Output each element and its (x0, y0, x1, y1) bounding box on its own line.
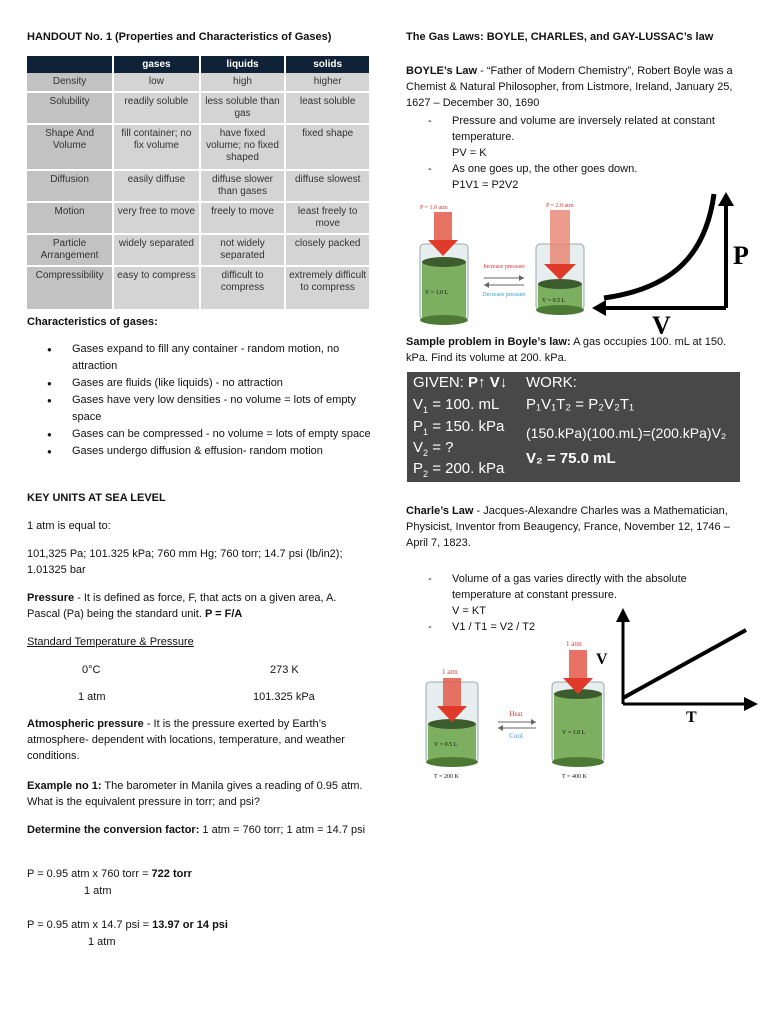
heat-label: Heat (509, 710, 523, 718)
table-cell: fixed shape (285, 124, 370, 170)
given-work-box (407, 372, 740, 482)
characteristics-title: Characteristics of gases: (27, 316, 158, 328)
units-line: 101,325 Pa; 101.325 kPa; 760 mm Hg; 760 torr; 14.7 psi (lb/in2); 1.01325 bar (27, 548, 343, 576)
cool-label: Cool (509, 732, 523, 740)
table-row (27, 266, 370, 310)
boyle-p1-label: P = 1.0 atm (420, 205, 448, 211)
table-cell: extremely difficult to compress (285, 266, 370, 310)
table-header: solids (285, 56, 370, 73)
table-cell: have fixed volume; no fixed shaped (200, 124, 286, 170)
table-header: gases (113, 56, 200, 73)
table-cell: fill container; no fix volume (113, 124, 200, 170)
table-row (27, 234, 370, 266)
handout-title: HANDOUT No. 1 (Properties and Characteristics of Gases) (27, 31, 332, 43)
boyle-v1-label: V = 1.0 L (425, 290, 449, 296)
charles-intro: Charle’s Law - Jacques-Alexandre Charles was a Mathematician, Physicist, Inventor from Beaugency, France, November 12, 1746 – April 7, 1823. (406, 505, 730, 549)
stp-press-atm: 1 atm (78, 691, 106, 703)
boyle-p2-label: P = 2.0 atm (546, 203, 574, 209)
pressure-definition: Pressure - It is defined as force, F, that acts on a given area, A. Pascal (Pa) being the standard unit. P = F/A (27, 592, 337, 620)
table-cell: difficult to compress (200, 266, 286, 310)
table-cell: Density (27, 73, 113, 92)
example-problem: Example no 1: The barometer in Manila gives a reading of 0.95 atm. What is the equivalent pressure in torr; and psi? (27, 780, 363, 808)
table-cell: closely packed (285, 234, 370, 266)
key-units-title: KEY UNITS AT SEA LEVEL (27, 492, 166, 504)
charles-t1-label: T = 200 K (434, 774, 459, 780)
table-cell: Particle Arrangement (27, 234, 113, 266)
stp-title: Standard Temperature & Pressure (27, 636, 194, 648)
charles-p1-label: 1 atm (442, 668, 458, 676)
boyle-formula-p1v1: P1V1 = P2V2 (452, 179, 519, 191)
increase-pressure-label: Increase pressure (483, 264, 525, 270)
boyle-figure (406, 192, 756, 334)
table-cell: Diffusion (27, 170, 113, 202)
table-cell: easy to compress (113, 266, 200, 310)
axis-t-label: T (686, 709, 697, 726)
conversion-factor: Determine the conversion factor: 1 atm = 760 torr; 1 atm = 14.7 psi (27, 824, 366, 836)
table-cell: diffuse slowest (285, 170, 370, 202)
calc-torr-denominator: 1 atm (84, 885, 112, 897)
charles-formula-vkt: V = KT (452, 605, 486, 617)
characteristics-list (27, 341, 372, 460)
calc-psi: P = 0.95 atm x 14.7 psi = 13.97 or 14 psi (27, 919, 228, 931)
table-cell: not widely separated (200, 234, 286, 266)
given-v1: $V_1 = 100$. mL (413, 396, 500, 415)
table-row (27, 202, 370, 234)
boyle-v2-label: V = 0.5 L (542, 298, 566, 304)
table-header: liquids (200, 56, 286, 73)
stp-temp-c: 0°C (82, 664, 101, 676)
table-cell: least freely to move (285, 202, 370, 234)
table-cell: widely separated (113, 234, 200, 266)
given-p1: $P_1 = 150$. kPa (413, 418, 505, 437)
table-cell: high (200, 73, 286, 92)
table-cell: easily diffuse (113, 170, 200, 202)
table-cell: higher (285, 73, 370, 92)
cylinder-1 (420, 244, 468, 325)
table-header-row (27, 56, 370, 73)
table-header (27, 56, 113, 73)
atm-equal-text: 1 atm is equal to: (27, 520, 111, 532)
table-cell: diffuse slower than gases (200, 170, 286, 202)
axis-v-label: V (596, 651, 608, 668)
given-v2: $V_2$ = ? (413, 439, 454, 458)
charles-v1-label: V = 0.5 L (434, 742, 458, 748)
list-item: - As one goes up, the other goes down. (406, 161, 746, 177)
boyle-formula-pvk: PV = K (452, 147, 487, 159)
list-item: - Pressure and volume are inversely related at constant temperature. (406, 113, 746, 145)
table-cell: less soluble than gas (200, 92, 286, 124)
calc-psi-denominator: 1 atm (88, 936, 116, 948)
charles-t2-label: T = 400 K (562, 774, 587, 780)
charles-figure (406, 606, 762, 782)
work-equation: P₁V₁T₂ = P₂V₂T₁ (526, 396, 635, 413)
decrease-pressure-label: Decrease pressure (482, 292, 526, 298)
work-substitution: (150.kPa)(100.mL)=(200.kPa)V₂ (526, 425, 727, 441)
list-item: ● Gases are fluids (like liquids) - no attraction (27, 375, 372, 392)
table-cell: Shape And Volume (27, 124, 113, 170)
table-cell: freely to move (200, 202, 286, 234)
table-cell: very free to move (113, 202, 200, 234)
axis-v-label: V (652, 311, 671, 334)
table-cell: least soluble (285, 92, 370, 124)
table-row (27, 124, 370, 170)
list-item: - V1 / T1 = V2 / T2 (406, 619, 746, 635)
calc-torr: P = 0.95 atm x 760 torr = 722 torr (27, 868, 192, 880)
table-cell: Compressibility (27, 266, 113, 310)
given-p2: $P_2 = 200$. kPa (413, 460, 505, 479)
boyle-sample-problem: Sample problem in Boyle’s law: A gas occupies 100. mL at 150. kPa. Find its volume at 200. kPa. (406, 336, 727, 364)
table-cell: low (113, 73, 200, 92)
properties-table (27, 56, 371, 311)
atmospheric-pressure-definition: Atmospheric pressure - It is the pressure exerted by Earth’s atmosphere- dependent with locations, temperature, and weather conditions. (27, 718, 345, 762)
list-item: ● Gases undergo diffusion & effusion- random motion (27, 443, 372, 460)
work-answer: V₂ = 75.0 mL (526, 450, 616, 467)
stp-temp-k: 273 K (270, 664, 299, 676)
charles-p2-label: 1 atm (566, 640, 582, 648)
table-cell: readily soluble (113, 92, 200, 124)
gas-laws-title: The Gas Laws: BOYLE, CHARLES, and GAY-LUSSAC’s law (406, 31, 714, 43)
table-cell: Motion (27, 202, 113, 234)
table-row (27, 92, 370, 124)
list-item: ● Gases can be compressed - no volume = lots of empty space (27, 426, 372, 443)
work-label: WORK: (526, 374, 577, 391)
list-item: ● Gases expand to fill any container - random motion, no attraction (27, 341, 372, 375)
given-label: GIVEN: P↑ V↓ (413, 374, 508, 391)
list-item: - Volume of a gas varies directly with the absolute temperature at constant pressure. (406, 571, 746, 603)
cylinder-2 (552, 682, 604, 767)
table-cell: Solubility (27, 92, 113, 124)
table-row (27, 170, 370, 202)
list-item: ● Gases have very low densities - no volume = lots of empty space (27, 392, 372, 426)
charles-v2-label: V = 1.0 L (562, 730, 586, 736)
boyle-intro: BOYLE’s Law - “Father of Modern Chemistry”, Robert Boyle was a Chemist & Natural Philosopher, from Listmore, Ireland, January 25, 1627 – December 30, 1690 (406, 65, 733, 109)
boyle-points (406, 113, 746, 193)
axis-p-label: P (733, 241, 749, 270)
table-row (27, 73, 370, 92)
stp-press-kpa: 101.325 kPa (253, 691, 315, 703)
